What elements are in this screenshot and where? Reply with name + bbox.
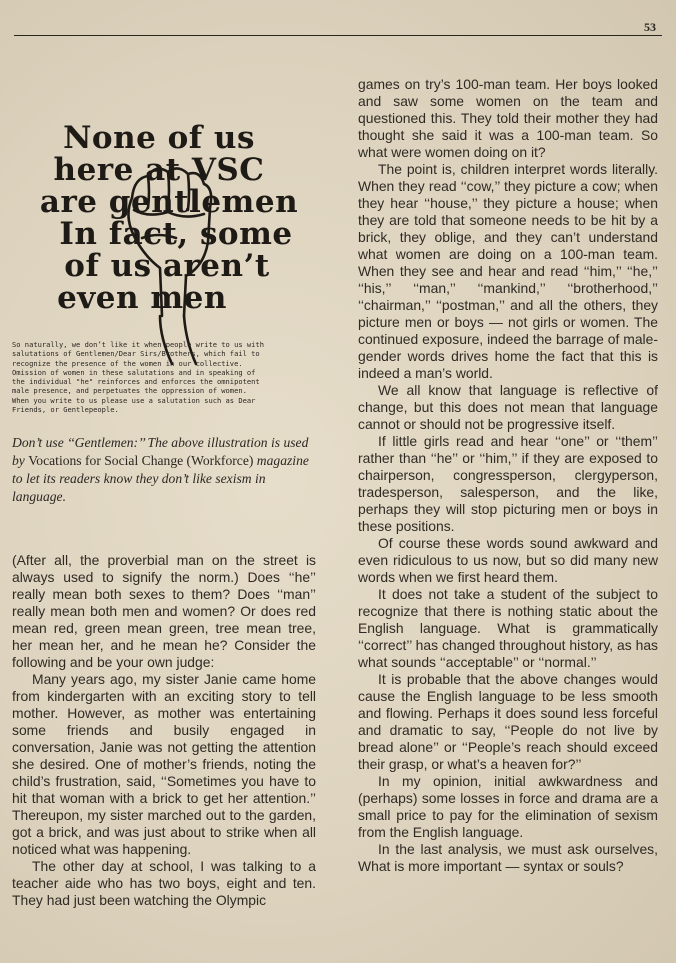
heading-line: here at VSC bbox=[53, 152, 265, 188]
paragraph: Many years ago, my sister Janie came home from kindergarten with an exciting story to tell mother. However, as mother was entertaining some friends and busily engaged in conversation, Janie was not getting the attention she desired. One of mother’s friends, noting the child’s frustration, said, ‘‘Sometimes you have to hit that woman with a brick to get her attention.’’ Thereupon, my sister marched out to the garden, got a brick, and was just about to strike when all noticed what was happening. bbox=[12, 671, 316, 857]
illustration-notice bbox=[12, 340, 304, 414]
heading-line: of us aren’t bbox=[64, 248, 270, 284]
illustration-heading bbox=[12, 122, 316, 314]
heading-line: even men bbox=[57, 280, 227, 316]
paragraph: The point is, children interpret words literally. When they read ‘‘cow,’’ they picture a cow; when they hear ‘‘house,’’ they picture a house; when they are told that someone needs to be hit by a brick, they oblige, and they can’t understand what women are doing on a 100-man team. When they see and hear and read ‘‘him,’’ ‘‘he,’’ ‘‘his,’’ ‘‘man,’’ ‘‘mankind,’’ ‘‘brotherhood,’’ ‘‘chairman,’’ ‘‘postman,’’ and all the others, they picture men or boys — not girls or women. The continued exposure, indeed the barrage of male-gender words drives home the fact that this is indeed a man’s world. bbox=[358, 161, 658, 381]
notice-line: When you write to us please use a salutation such as Dear bbox=[12, 395, 256, 405]
page-number: 53 bbox=[644, 20, 656, 34]
left-column bbox=[12, 108, 316, 909]
paragraph: Of course these words sound awkward and even ridiculous to us now, but so did many new words when we first heard them. bbox=[358, 535, 658, 585]
paragraph: It does not take a student of the subject to recognize that there is nothing static about the English language. What is grammatically ‘‘correct’’ has changed throughout history, as has what sounds ‘‘acceptable’’ or ‘‘normal.’’ bbox=[358, 586, 658, 670]
heading-line: None of us bbox=[63, 120, 255, 156]
paragraph: (After all, the proverbial man on the street is always used to signify the norm.) Does ‘‘he’’ really mean both sexes to them? Does ‘‘man’’ really mean both men and women? Or does red mean red, green mean green, tree mean tree, her mean her, and he mean he? Consider the following and be your own judge: bbox=[12, 552, 316, 670]
gentlemen-illustration bbox=[12, 108, 316, 418]
paragraph: It is probable that the above changes would cause the English language to be less smooth and flowing. Perhaps it does sound less forceful and dramatic to say, ‘‘People do not live by bread alone’’ or ‘‘People’s reach should exceed their grasp, or what’s a heaven for?’’ bbox=[358, 671, 658, 772]
caption-text: magazine to let its readers know they don’t like sexism in language. bbox=[12, 453, 309, 504]
notice-line: recognize the presence of the women in our collective. bbox=[12, 358, 243, 368]
paragraph: In the last analysis, we must ask ourselves, What is more important — syntax or souls? bbox=[358, 841, 658, 874]
left-body-text bbox=[12, 552, 316, 909]
paragraph: If little girls read and hear ‘‘one’’ or ‘‘them’’ rather than ‘‘he’’ or ‘‘him,’’ if they are exposed to chairperson, congressperson, clergyperson, tradesperson, salesperson, and the like, perhaps they will stop picturing men or boys in these positions. bbox=[358, 433, 658, 534]
paragraph: We all know that language is reflective of change, but this does not mean that language cannot or should not be progressive itself. bbox=[358, 382, 658, 432]
right-column bbox=[358, 76, 658, 875]
caption-text: Don’t use ‘‘Gentlemen:’’ The above illustration is used by bbox=[12, 435, 309, 468]
notice-line: So naturally, we don’t like it when people write to us with bbox=[12, 340, 264, 349]
notice-line: Friends, or Gentlepeople. bbox=[12, 405, 119, 415]
notice-line: male presence, and perpetuates the oppression of women. bbox=[12, 386, 247, 396]
paragraph: The other day at school, I was talking to a teacher aide who has two boys, eight and ten. They had just been watching the Olympic bbox=[12, 858, 316, 908]
notice-line: salutations of Gentlemen/Dear Sirs/Brothers, which fail to bbox=[12, 349, 260, 359]
notice-line: the individual "he" reinforces and enforces the omnipotent bbox=[12, 377, 260, 387]
heading-line: are gentlemen bbox=[39, 184, 299, 220]
notice-line: Omission of women in these salutations and in speaking of bbox=[12, 367, 256, 377]
top-rule bbox=[14, 35, 662, 36]
paragraph: In my opinion, initial awkwardness and (perhaps) some losses in force and drama are a small price to pay for the elimination of sexism from the English language. bbox=[358, 773, 658, 840]
caption-org: Vocations for Social Change (Workforce) bbox=[28, 453, 254, 468]
heading-line: In fact, some bbox=[59, 216, 293, 252]
paragraph: games on try’s 100-man team. Her boys looked and saw some women on the team and questioned this. They told their mother they had thought she said it was a 100-man team. So what were women doing on it? bbox=[358, 76, 658, 160]
illustration-caption bbox=[12, 434, 316, 506]
